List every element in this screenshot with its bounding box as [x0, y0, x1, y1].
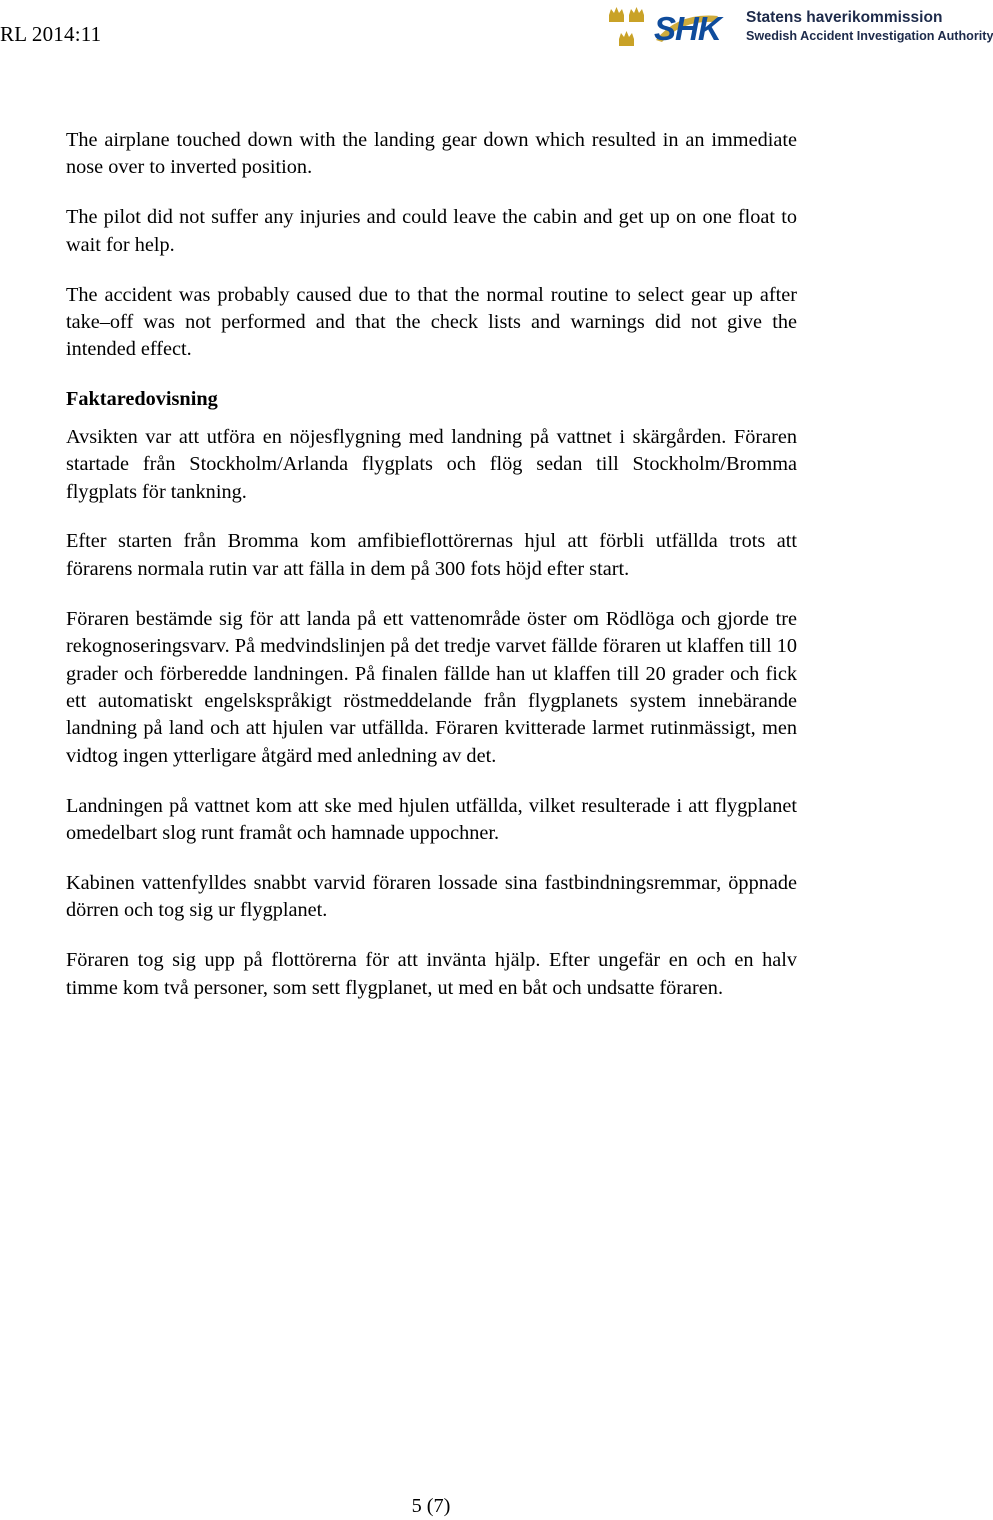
section-heading: Faktaredovisning	[66, 388, 218, 411]
section-paragraph: Föraren tog sig upp på flottörerna för att invänta hjälp. Efter ungefär en och en halv timme kom två personer, som sett flygplanet, ut med en båt och undsatte föraren.	[66, 949, 797, 999]
report-id: RL 2014:11	[0, 22, 102, 46]
logo-text	[746, 8, 993, 45]
section-paragraph: Kabinen vattenfylldes snabbt varvid föraren lossade sina fastbindningsremmar, öppnade dörren och tog sig ur flygplanet.	[66, 872, 797, 922]
section-paragraph: Landningen på vattnet kom att ske med hjulen utfällda, vilket resulterade i att flygplanet omedelbart slog runt framåt och hamnade uppochner.	[66, 794, 797, 845]
logo-name-english: Swedish Accident Investigation Authority	[746, 29, 993, 43]
report-body	[66, 127, 797, 1025]
summary-paragraph: The accident was probably caused due to that the normal routine to select gear up after take–off was not performed and that the check lists and warnings did not give the intended effect.	[66, 283, 797, 361]
shk-monogram: SHK	[654, 10, 721, 47]
summary-paragraph: The pilot did not suffer any injuries and could leave the cabin and get up on one float to wait for help.	[66, 206, 797, 256]
three-crowns-icon	[608, 6, 646, 50]
section-paragraph: Efter starten från Bromma kom amfibieflottörernas hjul att förbli utfällda trots att förarens normala rutin var att fälla in dem på 300 fots höjd efter start.	[66, 530, 797, 580]
section-paragraph: Föraren bestämde sig för att landa på ett vattenområde öster om Rödlöga och gjorde tre rekognoseringsvarv. På medvindslinjen på det tredje varvet fällde föraren ut klaffen till 10 grader och förberedde landningen. På finalen fällde han ut klaffen till 20 grader och fick ett automatiskt engelskspråkigt röstmeddelande från flygplanets system innebärande landning på land och att hjulen var utfällda. Föraren kvitterade larmet rutinmässigt, men vidtog ingen ytterligare åtgärd med anledning av det.	[66, 607, 798, 767]
section-paragraph: Avsikten var att utföra en nöjesflygning med landning på vattnet i skärgården. Föraren startade från Stockholm/Arlanda flygplats och flög sedan till Stockholm/Bromma flygplats för tankning.	[66, 425, 797, 503]
shk-logo	[608, 6, 993, 50]
logo-name-swedish: Statens haverikommission	[746, 9, 943, 26]
summary-paragraph: The airplane touched down with the landing gear down which resulted in an immediate nose over to inverted position.	[66, 129, 797, 179]
page-number: 5 (7)	[411, 1495, 451, 1517]
